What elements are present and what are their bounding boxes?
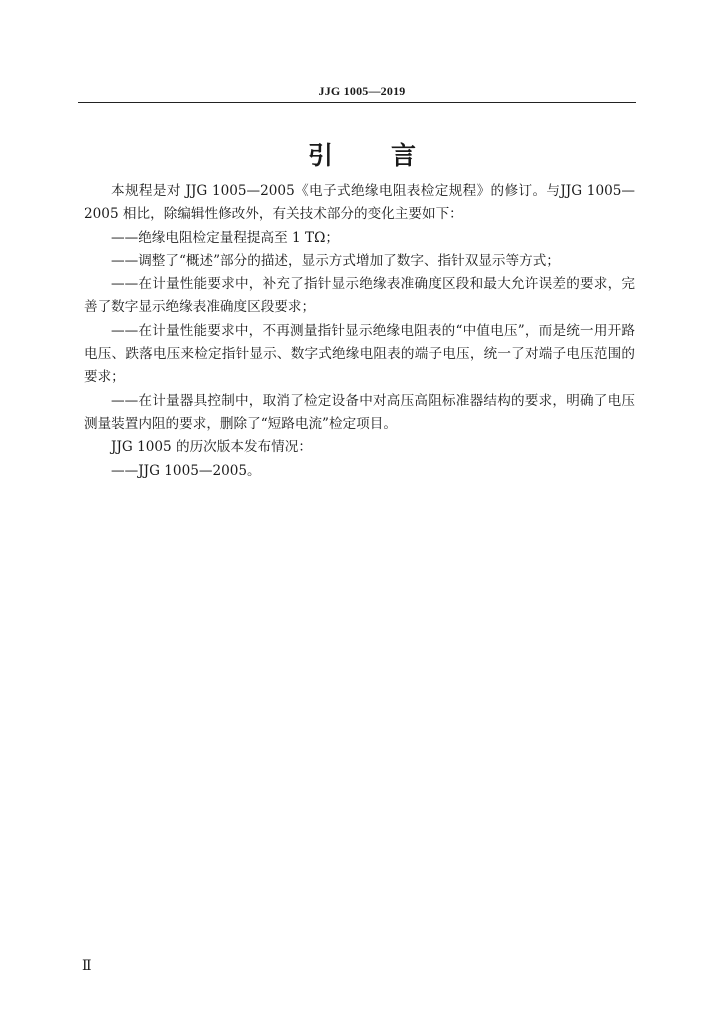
history-heading: JJG 1005 的历次版本发布情况： — [111, 439, 312, 456]
page-number: Ⅱ — [82, 959, 92, 974]
change-item-range: ——绝缘电阻检定量程提高至 1 TΩ； — [111, 229, 339, 246]
change-item-voltage: ——在计量性能要求中，不再测量指针显示绝缘电阻表的“中值电压”，而是统一用开路电压、跌落电压来检定指针显示、数字式绝缘电阻表的端子电压，统一了对端子电压范围的要求； — [84, 322, 635, 386]
change-item-control: ——在计量器具控制中，取消了检定设备中对高压高阻标准器结构的要求，明确了电压测量装置内阻的要求，删除了“短路电流”检定项目。 — [84, 392, 635, 432]
intro-paragraph: 本规程是对 JJG 1005—2005《电子式绝缘电阻表检定规程》的修订。与JJG 1005—2005 相比，除编辑性修改外，有关技术部分的变化主要如下： — [84, 183, 635, 223]
change-item-accuracy: ——在计量性能要求中，补充了指针显示绝缘表准确度区段和最大允许误差的要求，完善了数字显示绝缘表准确度区段要求； — [84, 276, 635, 316]
title-char-1: 引 — [307, 141, 333, 170]
title-char-2: 言 — [391, 141, 417, 170]
document-code-header: JJG 1005—2019 — [318, 84, 406, 98]
header-divider — [78, 102, 636, 103]
history-item: ——JJG 1005—2005。 — [111, 462, 261, 479]
introduction-body — [84, 180, 635, 483]
section-title — [0, 136, 724, 172]
change-item-overview: ——调整了“概述”部分的描述，显示方式增加了数字、指针双显示等方式； — [111, 252, 560, 269]
